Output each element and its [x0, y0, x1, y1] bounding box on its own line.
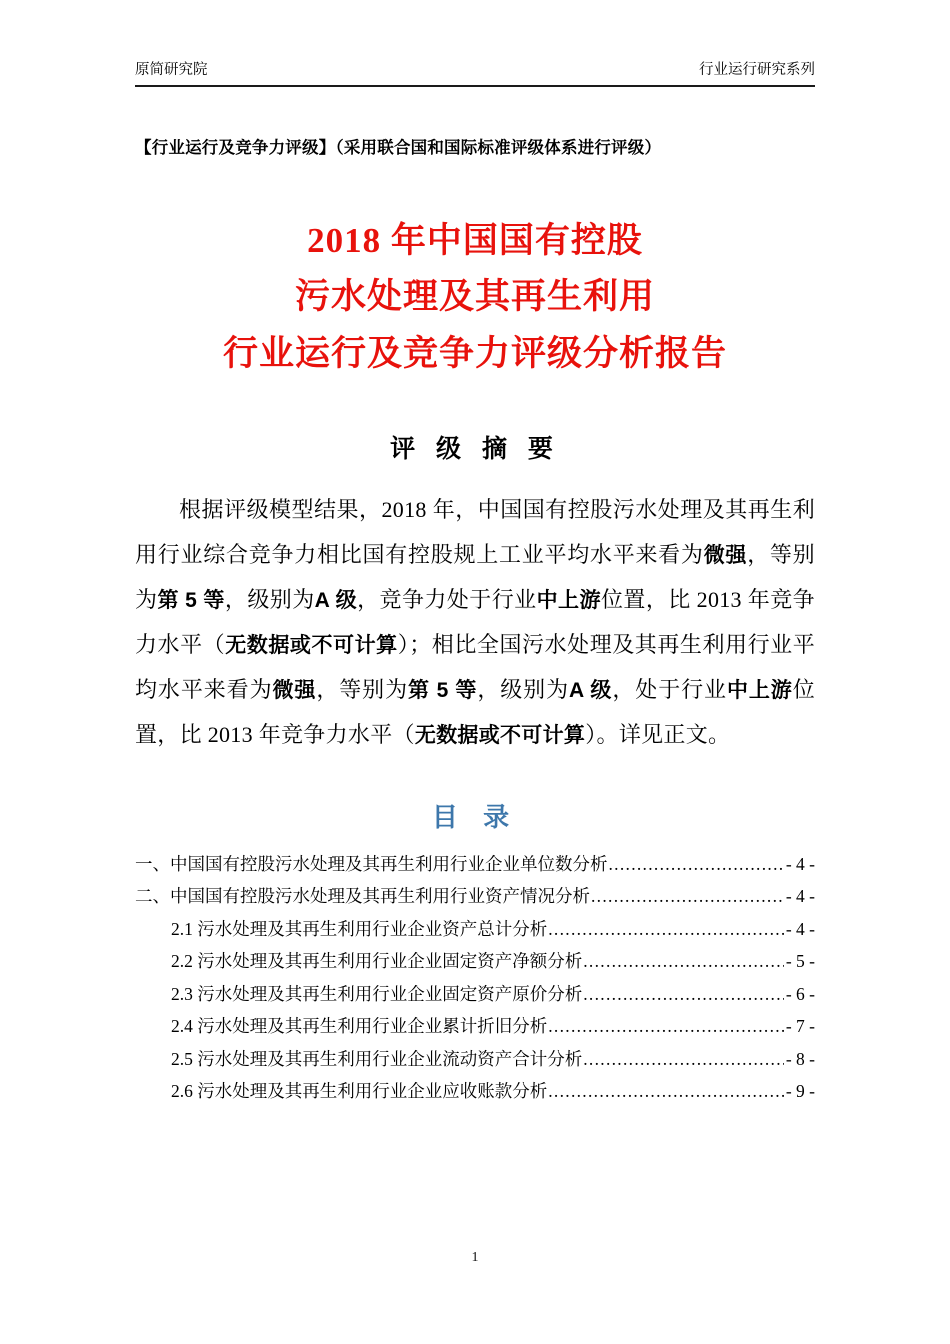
header-series: 行业运行研究系列 — [699, 62, 815, 78]
toc-entry-page: - 7 - — [785, 1016, 815, 1037]
toc-list — [135, 848, 815, 1108]
page-content — [135, 120, 815, 1108]
toc-dot-leader — [548, 1083, 784, 1101]
toc-entry-page: - 9 - — [785, 1081, 815, 1102]
page-number: 1 — [471, 1250, 479, 1265]
summary-text: ，级别为 — [224, 587, 315, 612]
summary-text: ）；相比全国污水处理及其再生利用行业平均水平来看为 — [135, 632, 816, 703]
toc-entry-page: - 4 - — [785, 853, 815, 874]
toc-dot-leader — [591, 888, 784, 906]
summary-emphasis: A 级 — [314, 589, 358, 612]
summary-emphasis: 无数据或不可计算 — [414, 724, 586, 748]
summary-text: 位置，比 2013 年竞争力水平（ — [135, 587, 815, 658]
toc-entry-label: 二、中国国有控股污水处理及其再生利用行业资产情况分析 — [135, 886, 590, 907]
summary-text: 根据评级模型结果，2018 年，中国国有控股污水处理及其再生利用行业综合竞争力相比国有控股规上工业平均水平来看为 — [135, 496, 815, 567]
title-line-3: 行业运行及竞争力评级分析报告 — [222, 334, 727, 374]
toc-entry[interactable] — [135, 1076, 815, 1109]
summary-text: ，等别为 — [316, 677, 409, 703]
toc-entry-label: 2.3 污水处理及其再生利用行业企业固定资产原价分析 — [171, 983, 583, 1004]
summary-text: 位置，比 2013 年竞争力水平（ — [135, 677, 815, 748]
toc-entry-label: 2.5 污水处理及其再生利用行业企业流动资产合计分析 — [171, 1048, 583, 1069]
toc-dot-leader — [583, 1051, 784, 1069]
toc-entry-page: - 4 - — [785, 918, 815, 939]
summary-heading: 评 级 摘 要 — [390, 434, 560, 463]
summary-text: ，等别为 — [135, 541, 815, 612]
summary-emphasis: 中上游 — [726, 679, 793, 703]
title-line-1: 2018 年中国国有控股 — [307, 220, 643, 260]
toc-dot-leader — [609, 856, 784, 874]
summary-emphasis: A 级 — [569, 679, 613, 703]
title-line-2: 污水处理及其再生利用 — [294, 277, 655, 317]
running-header — [135, 62, 815, 87]
toc-entry-label: 2.4 污水处理及其再生利用行业企业累计折旧分析 — [171, 1016, 548, 1037]
toc-entry[interactable] — [135, 946, 815, 979]
summary-emphasis: 第 5 等 — [157, 589, 225, 612]
toc-dot-leader — [583, 953, 784, 971]
summary-emphasis: 微强 — [272, 679, 317, 703]
toc-entry[interactable] — [135, 881, 815, 914]
toc-entry-label: 2.1 污水处理及其再生利用行业企业资产总计分析 — [171, 918, 548, 939]
toc-entry[interactable] — [135, 848, 815, 881]
toc-entry-page: - 4 - — [785, 886, 815, 907]
toc-entry-label: 2.6 污水处理及其再生利用行业企业应收账款分析 — [171, 1081, 548, 1102]
toc-entry-label: 2.2 污水处理及其再生利用行业企业固定资产净额分析 — [171, 951, 583, 972]
toc-dot-leader — [548, 1018, 784, 1036]
toc-entry-page: - 6 - — [785, 983, 815, 1004]
toc-dot-leader — [548, 921, 784, 939]
summary-emphasis: 中上游 — [536, 589, 601, 612]
header-publisher: 原简研究院 — [135, 62, 208, 78]
toc-entry[interactable] — [135, 978, 815, 1011]
summary-emphasis: 微强 — [703, 543, 748, 567]
summary-emphasis: 无数据或不可计算 — [225, 634, 398, 658]
toc-dot-leader — [583, 986, 784, 1004]
toc-entry[interactable] — [135, 1011, 815, 1044]
toc-heading: 目 录 — [431, 802, 519, 833]
toc-entry[interactable] — [135, 913, 815, 946]
toc-entry-page: - 5 - — [785, 951, 815, 972]
toc-entry-label: 一、中国国有控股污水处理及其再生利用行业企业单位数分析 — [135, 853, 608, 874]
summary-text: ，处于行业 — [612, 677, 727, 703]
document-title — [135, 213, 815, 383]
toc-entry-page: - 8 - — [785, 1048, 815, 1069]
summary-text: ，级别为 — [477, 677, 569, 703]
summary-paragraph — [135, 487, 815, 758]
toc-entry[interactable] — [135, 1043, 815, 1076]
summary-emphasis: 第 5 等 — [408, 679, 478, 703]
summary-text: ，竞争力处于行业 — [357, 587, 537, 612]
document-subtitle: 【行业运行及竞争力评级】（采用联合国和国际标准评级体系进行评级） — [135, 138, 662, 157]
summary-text: ）。详见正文。 — [585, 722, 731, 748]
